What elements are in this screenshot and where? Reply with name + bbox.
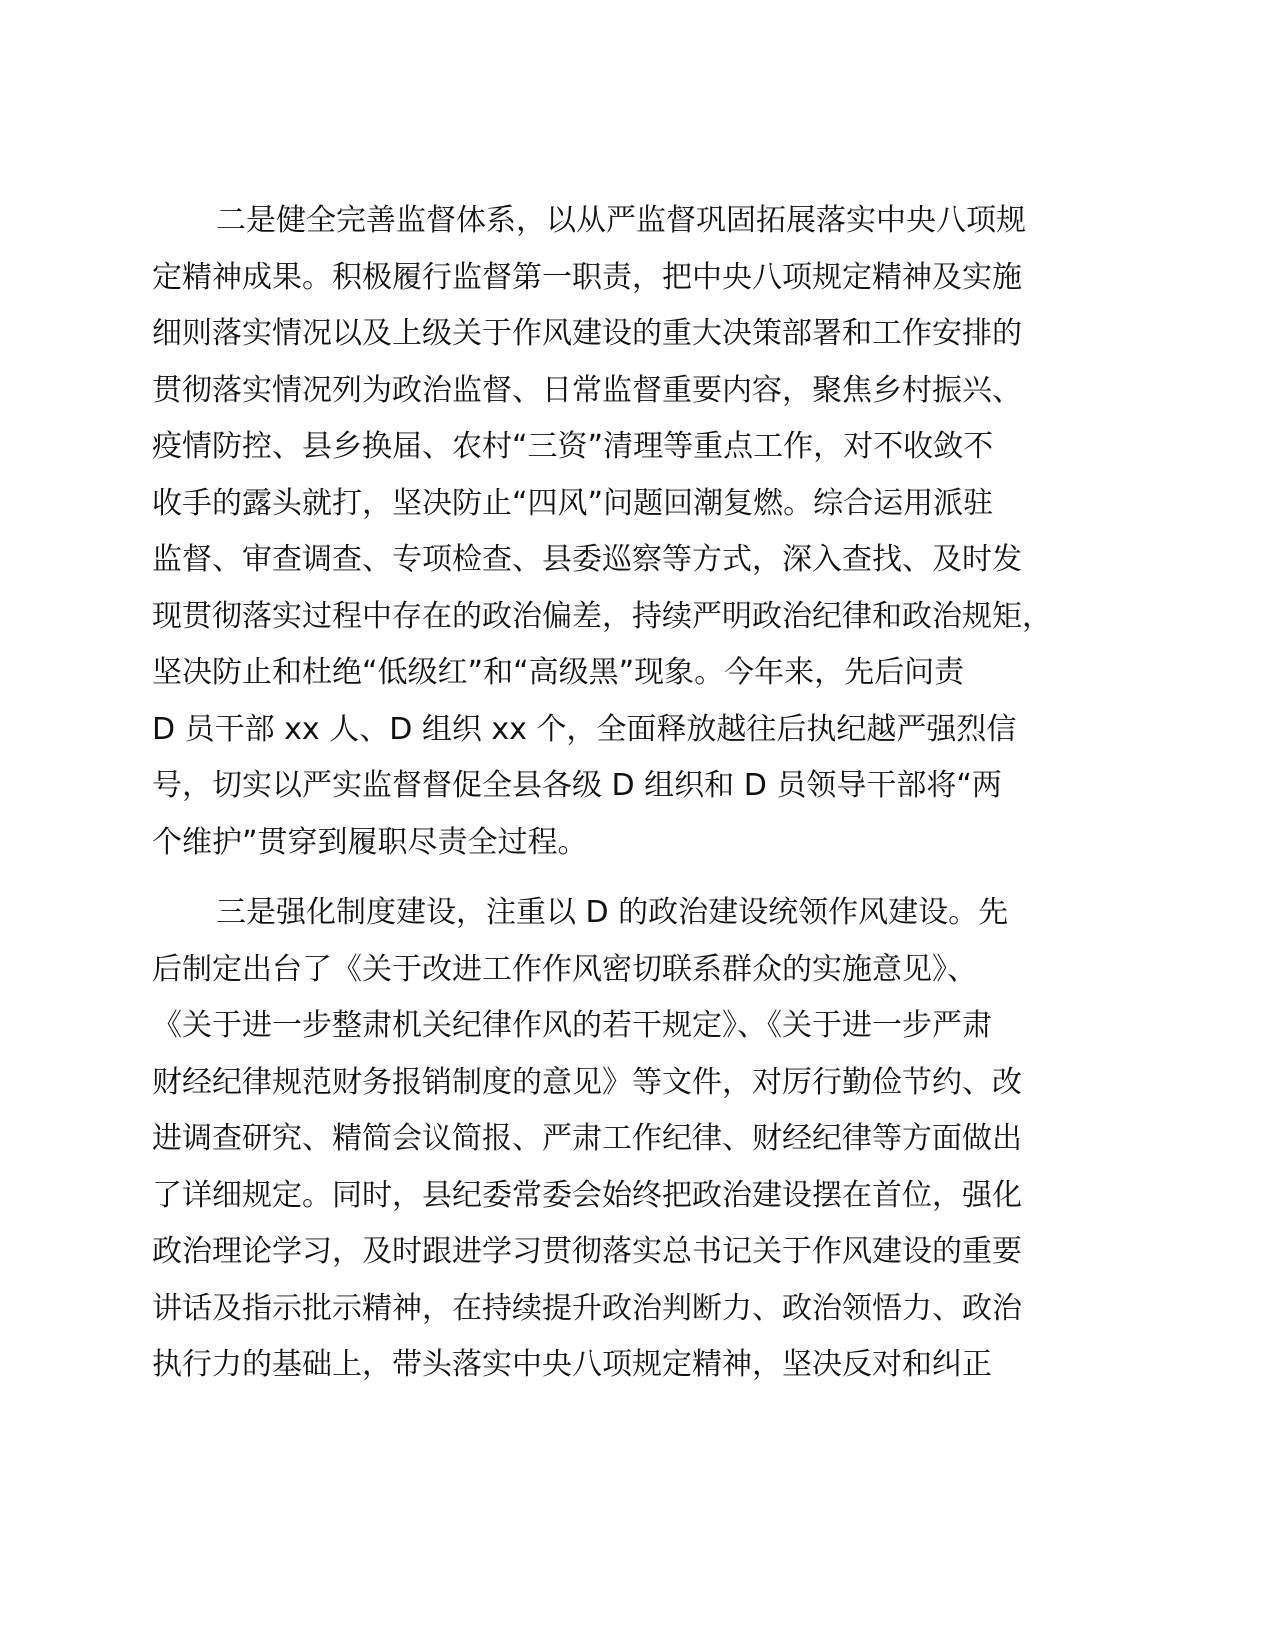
paragraph-line: 监督、审查调查、专项检查、县委巡察等方式，深入查找、及时发: [152, 542, 1022, 577]
paragraph-line: 二是健全完善监督体系，以从严监督巩固拓展落实中央八项规: [216, 203, 1026, 238]
paragraph-line: 执行力的基础上，带头落实中央八项规定精神，坚决反对和纠正: [152, 1347, 992, 1382]
paragraph-line: 坚决防止和杜绝“低级红”和“高级黑”现象。今年来，先后问责: [152, 655, 965, 690]
paragraph-line: 收手的露头就打，坚决防止“四风”问题回潮复燃。综合运用派驻: [152, 485, 994, 521]
paragraph-line: 政治理论学习，及时跟进学习贯彻落实总书记关于作风建设的重要: [152, 1234, 1022, 1269]
paragraph-line: 三是强化制度建设，注重以 D 的政治建设统领作风建设。先: [216, 895, 1009, 930]
paragraph-line: 号，切实以严实监督督促全县各级 D 组织和 D 员领导干部将“两: [152, 768, 1002, 803]
paragraph-line: 《关于进一步整肃机关纪律作风的若干规定》、《关于进一步严肃: [152, 1008, 992, 1043]
paragraph-line: 疫情防控、县乡换届、农村“三资”清理等重点工作，对不收敛不: [152, 429, 994, 464]
paragraph-line: 个维护”贯穿到履职尽责全过程。: [152, 824, 588, 860]
paragraph-line: D 员干部 xx 人、D 组织 xx 个，全面释放越往后执纪越严强烈信: [152, 711, 1017, 747]
document-body: [152, 193, 1122, 1394]
paragraph-supervision-system: [152, 193, 1122, 871]
paragraph-line: 定精神成果。积极履行监督第一职责，把中央八项规定精神及实施: [152, 259, 1022, 295]
paragraph-line: 财经纪律规范财务报销制度的意见》等文件，对厉行勤俭节约、改: [152, 1064, 1022, 1100]
paragraph-line: 讲话及指示批示精神，在持续提升政治判断力、政治领悟力、政治: [152, 1290, 1022, 1326]
paragraph-line: 细则落实情况以及上级关于作风建设的重大决策部署和工作安排的: [152, 316, 1022, 351]
paragraph-line: 进调查研究、精简会议简报、严肃工作纪律、财经纪律等方面做出: [152, 1121, 1022, 1156]
paragraph-line: 现贯彻落实过程中存在的政治偏差，持续严明政治纪律和政治规矩，: [152, 598, 1052, 634]
paragraph-line: 了详细规定。同时，县纪委常委会始终把政治建设摆在首位，强化: [152, 1177, 1022, 1213]
paragraph-institution-building: [152, 885, 1122, 1394]
paragraph-line: 后制定出台了《关于改进工作作风密切联系群众的实施意见》、: [152, 951, 977, 987]
paragraph-spacer: [152, 871, 1122, 885]
paragraph-line: 贯彻落实情况列为政治监督、日常监督重要内容，聚焦乡村振兴、: [152, 372, 1022, 408]
